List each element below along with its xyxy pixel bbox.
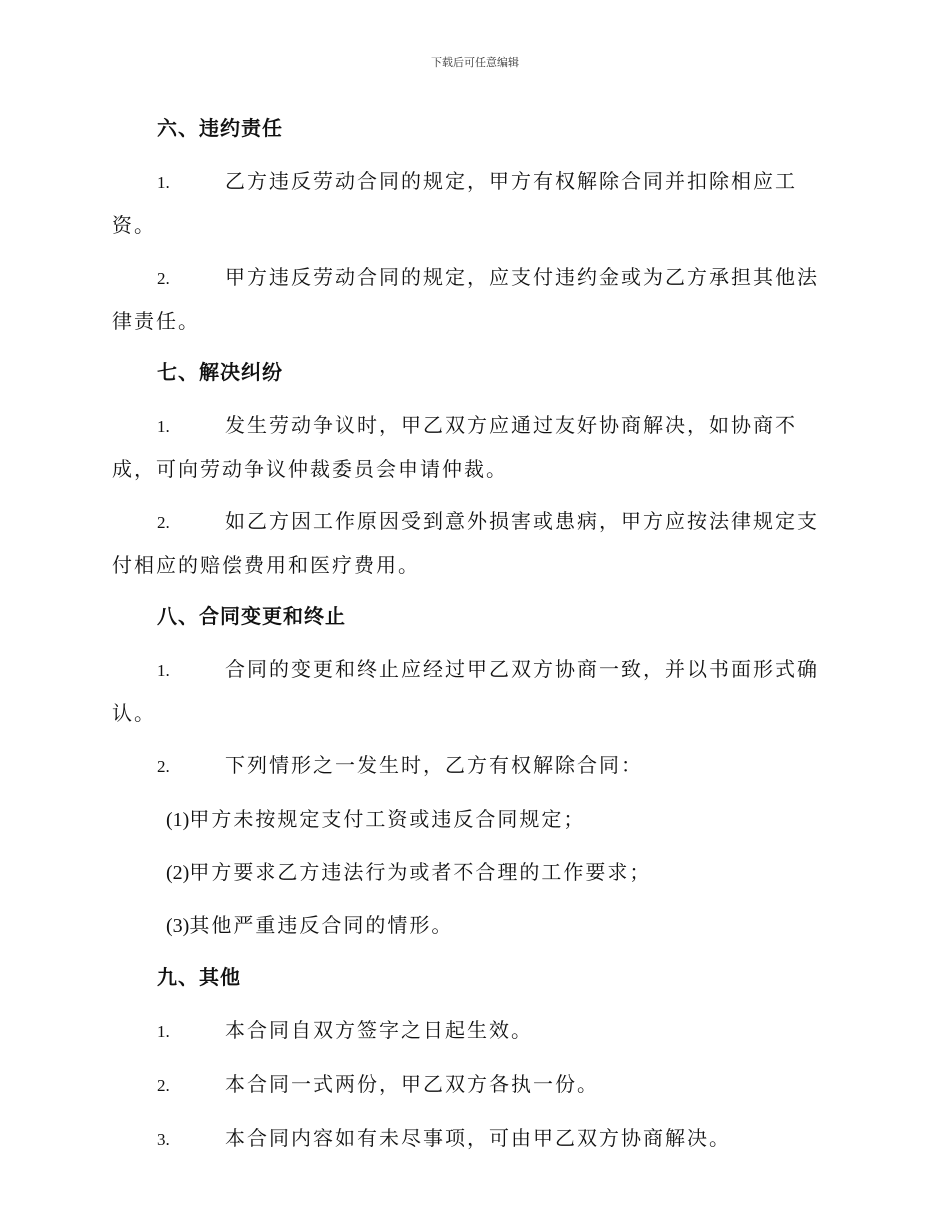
clause-text: 合同的变更和终止应经过甲乙双方协商一致，并以书面形式确认。 xyxy=(112,657,819,725)
sub-item xyxy=(166,851,837,894)
sub-item-marker: (3) xyxy=(166,915,190,937)
sub-item-text: 其他严重违反合同的情形。 xyxy=(189,913,454,937)
clause xyxy=(112,648,837,734)
section-heading-change-termination: 八、合同变更和终止 xyxy=(157,604,346,628)
clause-text: 本合同一式两份，甲乙双方各执一份。 xyxy=(225,1072,599,1096)
sub-item-text: 甲方要求乙方违法行为或者不合理的工作要求； xyxy=(189,860,652,884)
clause-text: 本合同内容如有未尽事项，可由甲乙双方协商解决。 xyxy=(225,1126,731,1150)
clause xyxy=(112,160,837,246)
clause xyxy=(112,500,837,586)
clause xyxy=(112,404,837,490)
clause-number: 1. xyxy=(157,661,170,680)
sub-item xyxy=(166,798,837,841)
clause-text: 本合同自双方签字之日起生效。 xyxy=(225,1018,533,1042)
section-heading-breach: 六、违约责任 xyxy=(157,116,283,140)
clause-number: 2. xyxy=(157,1076,170,1095)
section-heading-other: 九、其他 xyxy=(157,965,241,989)
clause xyxy=(112,1117,837,1161)
clause-number: 2. xyxy=(157,757,170,776)
sub-item-marker: (2) xyxy=(166,862,190,884)
clause xyxy=(112,1009,837,1053)
clause-number: 1. xyxy=(157,1022,170,1041)
clause-number: 2. xyxy=(157,513,170,532)
clause-number: 2. xyxy=(157,269,170,288)
clause-text: 如乙方因工作原因受到意外损害或患病，甲方应按法律规定支付相应的赔偿费用和医疗费用。 xyxy=(112,509,819,577)
clause xyxy=(112,1063,837,1107)
sub-item-marker: (1) xyxy=(166,809,190,831)
clause xyxy=(112,744,837,788)
sub-item xyxy=(166,904,837,947)
clause-number: 3. xyxy=(157,1130,170,1149)
clause-number: 1. xyxy=(157,417,170,436)
section-heading-disputes: 七、解决纠纷 xyxy=(157,360,283,384)
clause xyxy=(112,256,837,342)
sub-item-text: 甲方未按规定支付工资或违反合同规定； xyxy=(189,807,586,831)
document-body xyxy=(112,108,837,1171)
clause-number: 1. xyxy=(157,173,170,192)
clause-text: 发生劳动争议时，甲乙双方应通过友好协商解决，如协商不成，可向劳动争议仲裁委员会申请仲裁。 xyxy=(112,413,797,481)
page-header: 下载后可任意编辑 xyxy=(431,56,519,69)
clause-text: 甲方违反劳动合同的规定，应支付违约金或为乙方承担其他法律责任。 xyxy=(112,265,819,333)
clause-text: 下列情形之一发生时，乙方有权解除合同： xyxy=(225,753,643,777)
clause-text: 乙方违反劳动合同的规定，甲方有权解除合同并扣除相应工资。 xyxy=(112,169,797,237)
